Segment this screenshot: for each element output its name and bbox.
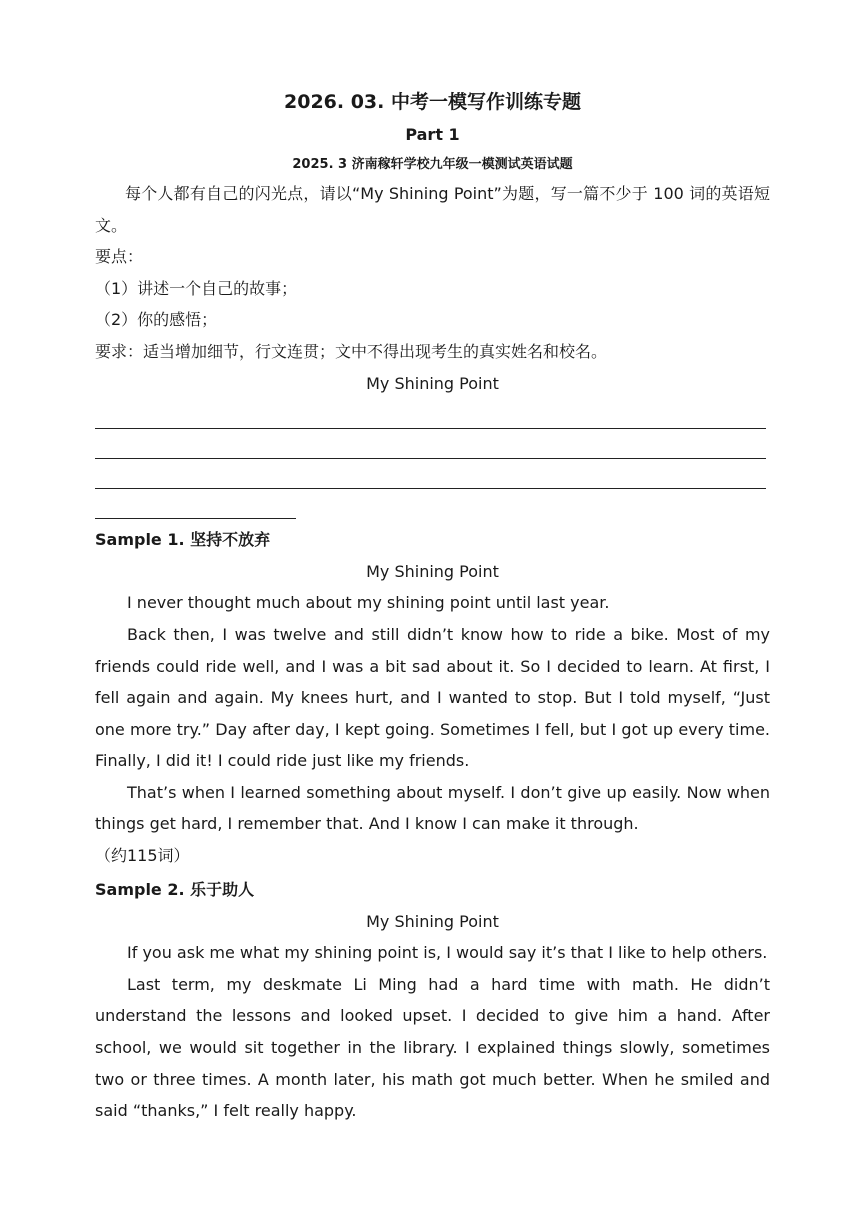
sample-2-essay-title: My Shining Point <box>366 911 499 931</box>
prompt-requirement: 要求：适当增加细节，行文连贯；文中不得出现考生的真实姓名和校名。 <box>95 341 608 361</box>
answer-line <box>95 399 766 429</box>
document-page <box>95 86 770 1127</box>
prompt-intro: 每个人都有自己的闪光点，请以“My Shining Point”为题，写一篇不少于 100 词的英语短文。 <box>95 184 770 235</box>
sample-1-paragraph: I never thought much about my shining point until last year. <box>127 593 610 613</box>
prompt-point-2: （2）你的感悟； <box>95 310 218 330</box>
sample-2-heading: Sample 2. 乐于助人 <box>95 879 255 899</box>
prompt-points-label: 要点： <box>95 247 144 267</box>
answer-line <box>95 489 296 519</box>
prompt-essay-title: My Shining Point <box>366 373 499 393</box>
prompt-point-1: （1）讲述一个自己的故事； <box>95 278 298 298</box>
answer-line <box>95 459 766 489</box>
answer-area <box>95 399 770 519</box>
sample-2-paragraph: Last term, my deskmate Li Ming had a hard time with math. He didn’t understand the lessons and looked upset. I decided to give him a hand. After school, we would sit together in the library. I explained things slowly, sometimes two or three times. A month later, his math got much better. When he smiled and said “thanks,” I felt really happy. <box>95 974 770 1121</box>
exam-source: 2025. 3 济南稼轩学校九年级一模测试英语试题 <box>292 157 573 172</box>
part-heading: Part 1 <box>405 125 460 144</box>
document-title: 2026. 03. 中考一模写作训练专题 <box>284 91 581 113</box>
sample-1-paragraph: That’s when I learned something about myself. I don’t give up easily. Now when things get hard, I remember that. And I know I can make it through. <box>95 782 770 834</box>
sample-1-paragraph: Back then, I was twelve and still didn’t know how to ride a bike. Most of my friends could ride well, and I was a bit sad about it. So I decided to learn. At first, I fell again and again. My knees hurt, and I wanted to stop. But I told myself, “Just one more try.” Day after day, I kept going. Sometimes I fell, but I got up every time. Finally, I did it! I could ride just like my friends. <box>95 624 770 771</box>
sample-1-word-count: （约115词） <box>95 846 190 866</box>
answer-line <box>95 429 766 459</box>
sample-1-heading: Sample 1. 坚持不放弃 <box>95 529 271 549</box>
sample-1-essay-title: My Shining Point <box>366 561 499 581</box>
sample-2-paragraph: If you ask me what my shining point is, I would say it’s that I like to help others. <box>127 943 768 963</box>
